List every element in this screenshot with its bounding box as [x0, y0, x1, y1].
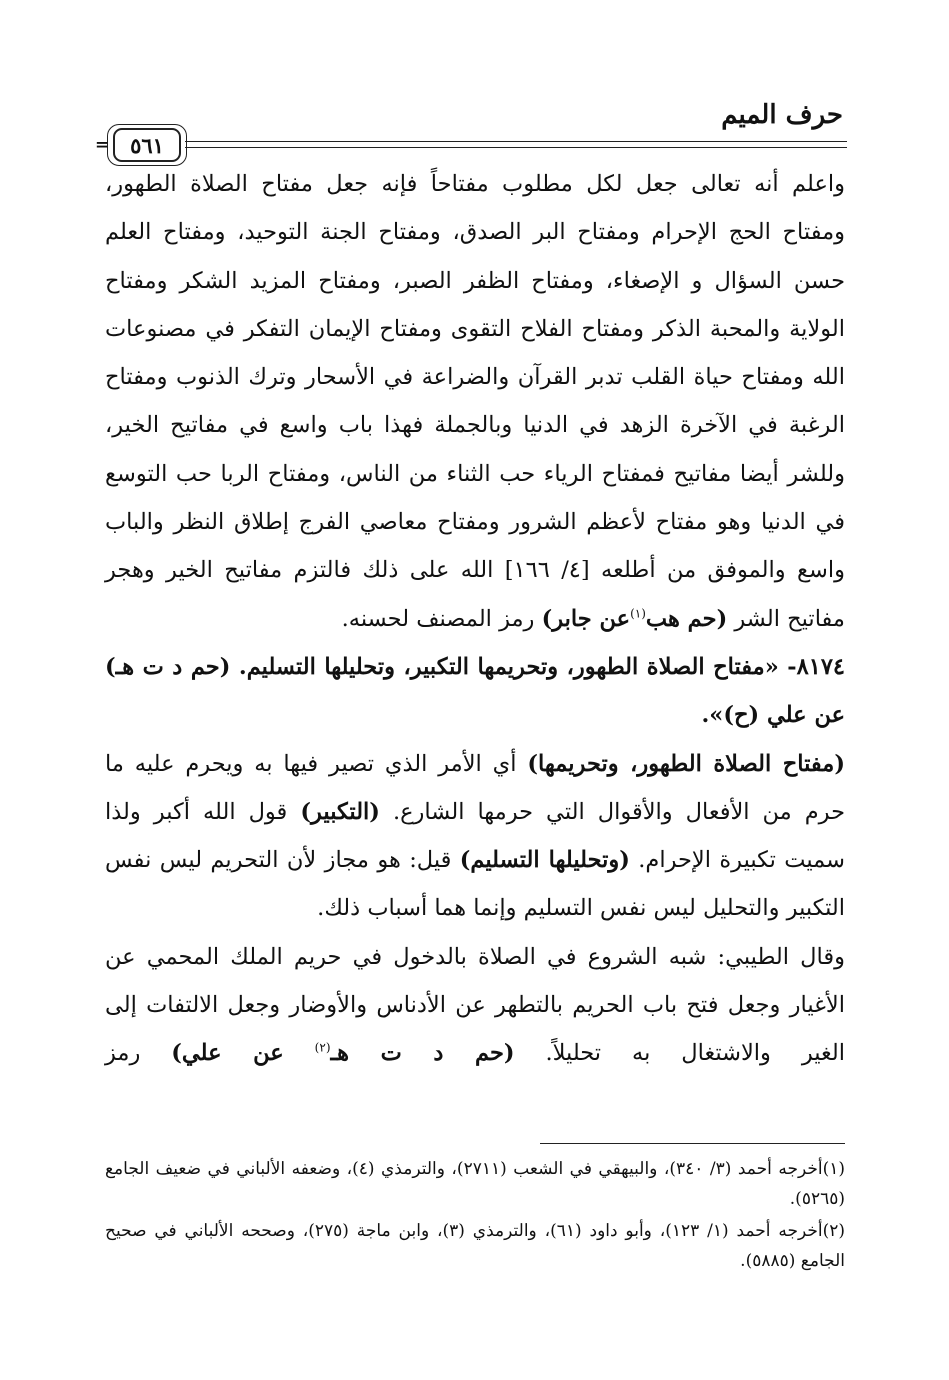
- quoted-phrase-1: (مفتاح الصلاة الطهور، وتحريمها): [527, 750, 845, 777]
- continuation-word: رمز: [105, 1040, 141, 1067]
- quoted-phrase-3: (وتحليلها التسليم): [459, 847, 630, 874]
- footnote-2: (٢)أخرجه أحمد (١/ ١٢٣)، وأبو داود (٦١)، والترمذي (٣)، وابن ماجة (٢٧٥)، وصححه الألباني في صحيح الجامع (٥٨٨٥).: [105, 1221, 845, 1271]
- page-number-frame: [113, 128, 181, 162]
- source-ref-narrator: عن جابر): [541, 605, 631, 632]
- running-title: حرف الميم: [721, 100, 843, 130]
- footnote-1: (١)أخرجه أحمد (٣/ ٣٤٠)، والبيهقي في الشعب (٢٧١١)، والترمذي (٤)، وضعفه الألباني في ضعيف الجامع (٥٢٦٥).: [105, 1159, 845, 1209]
- grading-note: رمز المصنف لحسنه.: [341, 605, 535, 632]
- source-ref: (حم هب: [645, 605, 728, 632]
- hadith-entry-8174: ٨١٧٤- «مفتاح الصلاة الطهور، وتحريمها التكبير، وتحليلها التسليم. (حم د ت هـ) عن علي (ح)».: [105, 653, 845, 729]
- page-number: ٥٦١: [130, 132, 164, 158]
- header-lead-mark: =: [95, 135, 110, 155]
- paragraph-keys: [105, 160, 845, 643]
- commentary-text-1: أي الأمر الذي تصير فيها به ويحرم عليه ما حرم من الأفعال والأقوال التي حرمها الشارع.: [105, 750, 845, 825]
- source-ref-2: (حم د ت هـ: [330, 1040, 515, 1067]
- page-header: [95, 98, 847, 160]
- footnote-rule: [540, 1143, 845, 1144]
- paragraph-tibi-text: وقال الطيبي: شبه الشروع في الصلاة بالدخول في حريم الملك المحمي عن الأغيار وجعل فتح باب الحريم بالتطهر عن الأدناس والأوضار وجعل الالتفات إلى الغير والاشتغال به تحليلاً.: [105, 943, 846, 1067]
- commentary-text-2: قول الله أكبر ولذا سميت تكبيرة الإحرام.: [105, 798, 845, 874]
- footnotes: [105, 1154, 845, 1278]
- paragraph-commentary: [105, 740, 845, 933]
- footnote-marker-2: (٢): [314, 1040, 331, 1055]
- quoted-phrase-2: (التكبير): [300, 798, 380, 825]
- main-text: [105, 160, 845, 1078]
- paragraph-keys-text: واعلم أنه تعالى جعل لكل مطلوب مفتاحاً فإنه جعل مفتاح الصلاة الطهور، ومفتاح الحج الإحرام ومفتاح البر الصدق، ومفتاح الجنة التوحيد، ومفتاح العلم حسن السؤال و الإصغاء، ومفتاح الظفر الصبر، ومفتاح المزيد الشكر ومفتاح الولاية والمحبة الذكر ومفتاح الفلاح التقوى ومفتاح الإيمان التفكر في مصنوعات الله ومفتاح حياة القلب تدبر القرآن والضراعة في الأسحار وترك الذنوب ومفتاح الرغبة في الآخرة الزهد في الدنيا وبالجملة فهذا باب واسع في مفاتيح الخير، وللشر أيضا مفاتيح فمفتاح الرياء حب الثناء من الناس، ومفتاح الربا حب التوسع في الدنيا وهو مفتاح لأعظم الشرور ومفتاح معاصي الفرج إطلاق النظر والباب واسع والموفق من أطلعه [٤/ ١٦٦] الله على ذلك فالتزم مفاتيح الخير وهجر مفاتيح الشر: [105, 171, 845, 632]
- source-ref-2-narrator: عن علي): [171, 1040, 284, 1067]
- commentary-text-3: قيل: هو مجاز لأن التحريم ليس نفس التكبير والتحليل ليس نفس التسليم وإنما هما أسباب ذلك.: [105, 847, 845, 922]
- header-rule: [185, 141, 847, 148]
- paragraph-tibi: [105, 933, 845, 1078]
- footnote-marker-1: (١): [630, 606, 646, 621]
